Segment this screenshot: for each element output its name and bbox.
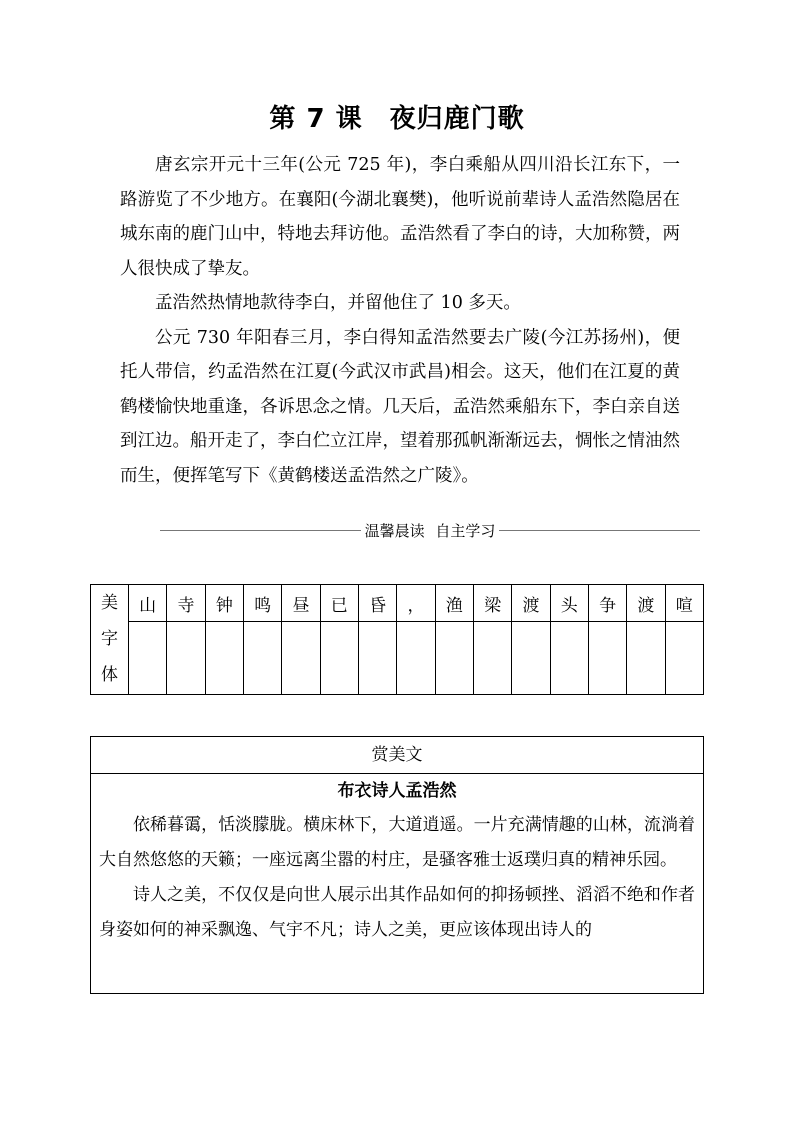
practice-cell[interactable]: [282, 622, 320, 695]
practice-cell[interactable]: [397, 622, 435, 695]
divider-line-right: [499, 530, 700, 531]
appreciation-header: 赏美文: [91, 737, 703, 774]
intro-paragraph-1: 唐玄宗开元十三年(公元 725 年)，李白乘船从四川沿长江东下，一路游览了不少地方。在襄阳(今湖北襄樊)，他听说前辈诗人孟浩然隐居在城东南的鹿门山中，特地去拜访他。孟浩然看了李白的诗，大加称赞，两人很快成了挚友。: [120, 155, 680, 279]
practice-cell[interactable]: [358, 622, 396, 695]
character-cell: 渔: [435, 585, 473, 622]
practice-cell[interactable]: [435, 622, 473, 695]
character-cell: 梁: [473, 585, 511, 622]
intro-paragraph-3: 公元 730 年阳春三月，李白得知孟浩然要去广陵(今江苏扬州)，便托人带信，约孟浩然在江夏(今武汉市武昌)相会。这天，他们在江夏的黄鹤楼愉快地重逢，各诉思念之情。几天后，孟浩然乘船东下，李白亲自送到江边。船开走了，李白伫立江岸，望着那孤帆渐渐远去，惆怅之情油然而生，便挥笔写下《黄鹤楼送孟浩然之广陵》。: [120, 327, 680, 486]
appreciation-body: [91, 808, 703, 948]
character-cell: 已: [320, 585, 358, 622]
practice-cell[interactable]: [205, 622, 243, 695]
character-cell: 山: [129, 585, 167, 622]
appreciation-paragraph-2: 诗人之美，不仅仅是向世人展示出其作品如何的抑扬顿挫、滔滔不绝和作者身姿如何的神采飘逸、气宇不凡；诗人之美，更应该体现出诗人的: [99, 885, 695, 940]
character-cell: 钟: [205, 585, 243, 622]
character-cell: 鸣: [243, 585, 281, 622]
character-cell: 寺: [167, 585, 205, 622]
practice-cell[interactable]: [588, 622, 626, 695]
character-cell: 头: [550, 585, 588, 622]
practice-cell[interactable]: [167, 622, 205, 695]
intro-paragraph-2: 孟浩然热情地款待李白，并留他住了 10 多天。: [155, 293, 521, 313]
side-label-cell: [91, 585, 129, 695]
character-cell: 喧: [665, 585, 703, 622]
character-row: [91, 585, 704, 622]
practice-cell[interactable]: [473, 622, 511, 695]
practice-cell[interactable]: [320, 622, 358, 695]
character-cell: 渡: [627, 585, 665, 622]
calligraphy-practice-table: [90, 584, 704, 695]
appreciation-paragraph-1: 依稀暮霭，恬淡朦胧。横床林下，大道逍遥。一片充满情趣的山林，流淌着大自然悠悠的天籁；一座远离尘嚣的村庄，是骚客雅士返璞归真的精神乐园。: [99, 815, 695, 870]
character-cell: 昼: [282, 585, 320, 622]
practice-cell[interactable]: [243, 622, 281, 695]
section-divider: [160, 520, 700, 540]
lesson-title: 第 7 课 夜归鹿门歌: [269, 104, 525, 134]
side-label-char: 字: [101, 629, 118, 649]
practice-cell[interactable]: [665, 622, 703, 695]
appreciation-subtitle: 布衣诗人孟浩然: [337, 781, 457, 801]
practice-cell[interactable]: [550, 622, 588, 695]
character-cell: 争: [588, 585, 626, 622]
character-cell: 昏: [358, 585, 396, 622]
divider-line-left: [160, 530, 361, 531]
practice-row: [91, 622, 704, 695]
intro-text: [120, 148, 680, 493]
side-label-char: 体: [101, 665, 118, 685]
practice-cell[interactable]: [129, 622, 167, 695]
character-cell: 渡: [512, 585, 550, 622]
practice-cell[interactable]: [627, 622, 665, 695]
practice-cell[interactable]: [512, 622, 550, 695]
character-cell: ，: [397, 585, 435, 622]
appreciation-box: [90, 736, 704, 994]
section-divider-label: 温馨晨读 自主学习: [364, 521, 496, 540]
side-label-char: 美: [101, 593, 118, 613]
